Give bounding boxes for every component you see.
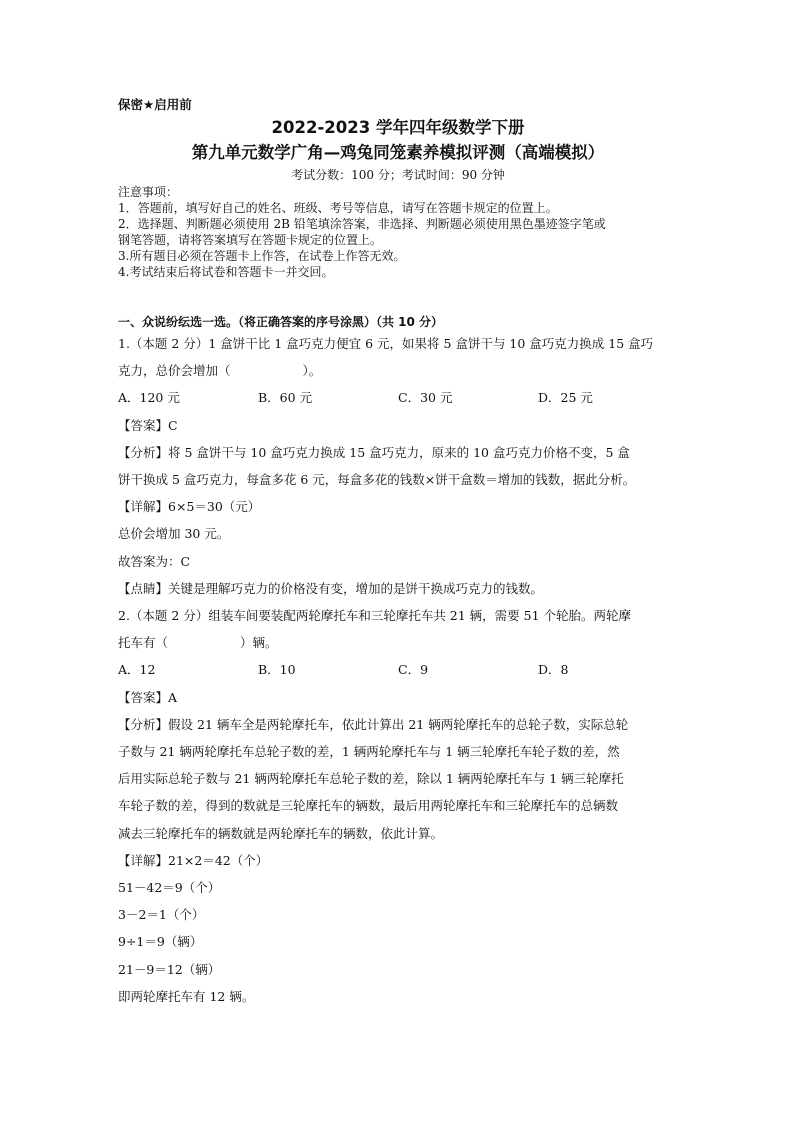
option-c: C．9 xyxy=(398,662,429,678)
question-1 xyxy=(118,330,678,602)
option-d: D．8 xyxy=(538,662,569,678)
exam-info: 考试分数：100 分；考试时间：90 分钟 xyxy=(291,168,505,182)
option-a: A．120 元 xyxy=(118,390,180,406)
detail-text: 总价会增加 30 元。 xyxy=(118,526,230,542)
question-stem: 1.（本题 2 分）1 盒饼干比 1 盒巧克力便宜 6 元，如果将 5 盒饼干与 10 盒巧克力换成 15 盒巧 xyxy=(118,336,654,351)
analysis-text: 子数与 21 辆两轮摩托车总轮子数的差，1 辆两轮摩托车与 1 辆三轮摩托车轮子数的差，然 xyxy=(118,744,620,760)
point-text: 关键是理解巧克力的价格没有变，增加的是饼干换成巧克力的钱数。 xyxy=(168,580,544,596)
detail-text: 9÷1＝9（辆） xyxy=(118,934,203,950)
detail-text: 6×5＝30（元） xyxy=(168,499,261,515)
answer-tag: 【答案】 xyxy=(118,417,169,433)
analysis-text: 减去三轮摩托车的辆数就是两轮摩托车的辆数，依此计算。 xyxy=(118,825,444,841)
question-stem: 2.（本题 2 分）组装车间要装配两轮摩托车和三轮摩托车共 21 辆，需要 51 个轮胎。两轮摩 xyxy=(118,608,632,624)
page-subtitle: 第九单元数学广角—鸡兔同笼素养模拟评测（高端模拟） xyxy=(191,143,605,162)
detail-text: 故答案为：C xyxy=(118,553,191,569)
notes-item: 2．选择题、判断题必须使用 2B 铅笔填涂答案，非选择、判断题必须使用黑色墨迹签字笔或 xyxy=(118,217,606,231)
option-b: B．60 元 xyxy=(258,390,313,406)
notes-heading: 注意事项： xyxy=(118,185,179,199)
detail-tag: 【详解】 xyxy=(118,852,169,868)
answer-value: A xyxy=(168,689,178,705)
answer-line xyxy=(118,412,678,439)
point-line xyxy=(118,575,678,602)
analysis-text: 将 5 盒饼干与 10 盒巧克力换成 15 盒巧克力，原来的 10 盒巧克力价格不变，5 盒 xyxy=(168,444,630,460)
detail-tag: 【详解】 xyxy=(118,499,169,515)
question-stem-continued xyxy=(118,629,678,656)
detail-text: 21×2＝42（个） xyxy=(168,852,269,868)
stem-text: ）。 xyxy=(302,363,322,379)
option-b: B．10 xyxy=(258,662,296,678)
exam-page xyxy=(118,96,678,1010)
analysis-line xyxy=(118,439,678,466)
analysis-text: 饼干换成 5 盒巧克力，每盒多花 6 元，每盒多花的钱数×饼干盒数＝增加的钱数，据此分析。 xyxy=(118,472,636,488)
stem-text: 克力，总价会增加（ xyxy=(118,363,231,379)
analysis-line xyxy=(118,711,678,738)
answer-line xyxy=(118,684,678,711)
analysis-text: 车轮子数的差，得到的数就是三轮摩托车的辆数，最后用两轮摩托车和三轮摩托车的总辆数 xyxy=(118,798,619,814)
answer-value: C xyxy=(168,417,178,433)
detail-text: 51－42＝9（个） xyxy=(118,880,221,896)
confidential-label: 保密★启用前 xyxy=(118,97,192,112)
analysis-text: 后用实际总轮子数与 21 辆两轮摩托车总轮子数的差，除以 1 辆两轮摩托车与 1 辆三轮摩托 xyxy=(118,771,624,787)
detail-text: 3－2＝1（个） xyxy=(118,907,205,923)
detail-text: 即两轮摩托车有 12 辆。 xyxy=(118,988,255,1004)
analysis-tag: 【分析】 xyxy=(118,716,169,732)
analysis-tag: 【分析】 xyxy=(118,444,169,460)
page-title: 2022-2023 学年四年级数学下册 xyxy=(271,118,525,137)
analysis-text: 假设 21 辆车全是两轮摩托车，依此计算出 21 辆两轮摩托车的总轮子数，实际总轮 xyxy=(168,716,629,732)
answer-tag: 【答案】 xyxy=(118,689,169,705)
question-2 xyxy=(118,602,678,1010)
detail-text: 21－9＝12（辆） xyxy=(118,961,221,977)
stem-text: ）辆。 xyxy=(240,635,278,651)
option-c: C．30 元 xyxy=(398,390,453,406)
option-list xyxy=(118,384,678,411)
option-a: A．12 xyxy=(118,662,156,678)
stem-text: 托车有（ xyxy=(118,635,169,651)
option-list xyxy=(118,656,678,683)
notes-block xyxy=(118,184,678,280)
detail-line xyxy=(118,847,678,874)
detail-line xyxy=(118,493,678,520)
section-title: 一、众说纷纭选一选。（将正确答案的序号涂黑）（共 10 分） xyxy=(118,315,444,329)
notes-item: 钢笔答题，请将答案填写在答题卡规定的位置上。 xyxy=(118,233,383,247)
question-stem-continued xyxy=(118,357,678,384)
point-tag: 【点睛】 xyxy=(118,580,169,596)
option-d: D．25 元 xyxy=(538,390,593,406)
notes-item: 3.所有题目必须在答题卡上作答，在试卷上作答无效。 xyxy=(118,249,406,263)
notes-item: 1．答题前，填写好自己的姓名、班级、考号等信息，请写在答题卡规定的位置上。 xyxy=(118,201,558,215)
notes-item: 4.考试结束后将试卷和答题卡一并交回。 xyxy=(118,265,334,279)
